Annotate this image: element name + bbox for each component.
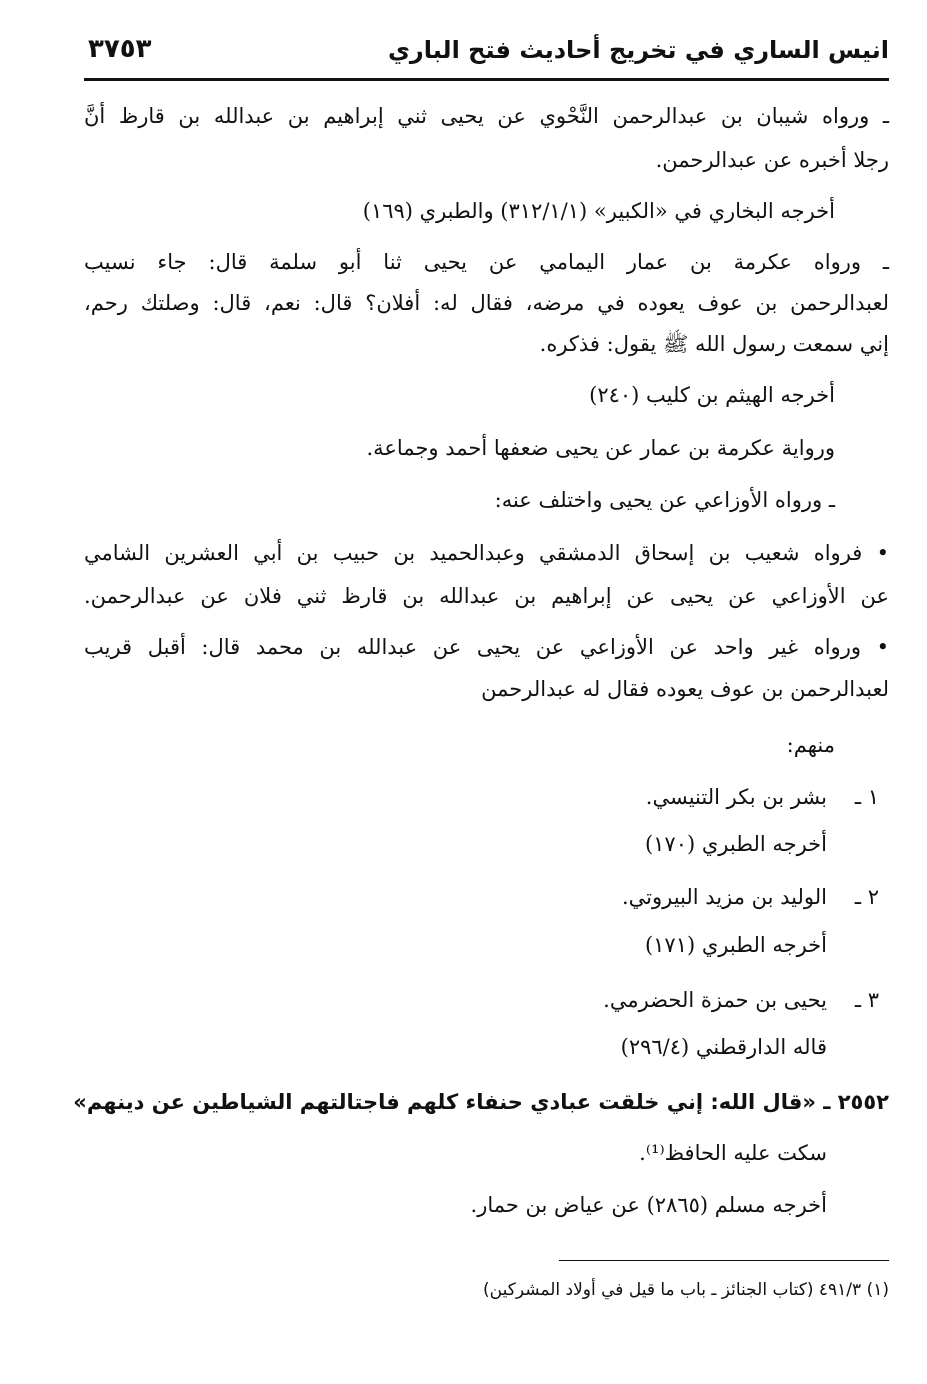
footnote: (١) ٤٩١/٣ (كتاب الجنائز ـ باب ما قيل في أولاد المشركين)	[483, 1280, 889, 1300]
footnote-rule	[559, 1260, 889, 1261]
text-line: منهم:	[786, 733, 835, 757]
text-line: أخرجه الهيثم بن كليب (٢٤٠)	[589, 383, 835, 407]
text-line: عن الأوزاعي عن يحيى عن إبراهيم بن عبدالله بن قارظ ثني فلان عن عبدالرحمن.	[84, 584, 889, 608]
text-line: أخرجه الطبري (١٧٠)	[644, 832, 827, 856]
list-number: ٣ ـ	[854, 988, 879, 1012]
text-line: • فرواه شعيب بن إسحاق الدمشقي وعبدالحميد بن حبيب بن أبي العشرين الشامي	[84, 541, 889, 565]
text-line: لعبدالرحمن بن عوف يعوده فقال له عبدالرحمن	[481, 677, 889, 701]
text-line: رجلا أخبره عن عبدالرحمن.	[655, 148, 889, 172]
text-line: ـ ورواه الأوزاعي عن يحيى واختلف عنه:	[494, 488, 835, 512]
running-header-title: انيس الساري في تخريج أحاديث فتح الباري	[387, 36, 889, 64]
text-line: لعبدالرحمن بن عوف يعوده في مرضه، فقال له: أفلان؟ قال: نعم، قال: وصلتك رحم،	[84, 291, 889, 315]
list-item: يحيى بن حمزة الحضرمي.	[603, 988, 827, 1012]
text-line: سكت عليه الحافظ⁽¹⁾.	[639, 1141, 827, 1165]
text-line: أخرجه البخاري في «الكبير» (٣١٢/١/١) والطبري (١٦٩)	[362, 199, 835, 223]
list-item: الوليد بن مزيد البيروتي.	[621, 885, 827, 909]
text-line: • ورواه غير واحد عن الأوزاعي عن يحيى عن عبدالله بن محمد قال: أقبل قريب	[84, 635, 889, 659]
page-number: ٣٧٥٣	[88, 34, 152, 64]
text-line: إني سمعت رسول الله ﷺ يقول: فذكره.	[539, 332, 889, 356]
text-line: أخرجه الطبري (١٧١)	[644, 933, 827, 957]
text-line: قاله الدارقطني (٢٩٦/٤)	[620, 1035, 827, 1059]
list-number: ١ ـ	[854, 785, 879, 809]
list-item: بشر بن بكر التنيسي.	[645, 785, 827, 809]
list-number: ٢ ـ	[854, 885, 879, 909]
text-line: ـ ورواه عكرمة بن عمار اليمامي عن يحيى ثنا أبو سلمة قال: جاء نسيب	[84, 250, 889, 274]
hadith-heading: ٢٥٥٢ ـ «قال الله: إني خلقت عبادي حنفاء كلهم فاجتالتهم الشياطين عن دينهم»	[73, 1090, 889, 1114]
text-line: ـ ورواه شيبان بن عبدالرحمن النَّحْوي عن يحيى ثني إبراهيم بن عبدالله بن قارظ أنَّ	[84, 104, 889, 128]
text-line: أخرجه مسلم (٢٨٦٥) عن عياض بن حمار.	[470, 1193, 827, 1217]
text-line: ورواية عكرمة بن عمار عن يحيى ضعفها أحمد وجماعة.	[366, 436, 835, 460]
header-rule	[84, 78, 889, 81]
